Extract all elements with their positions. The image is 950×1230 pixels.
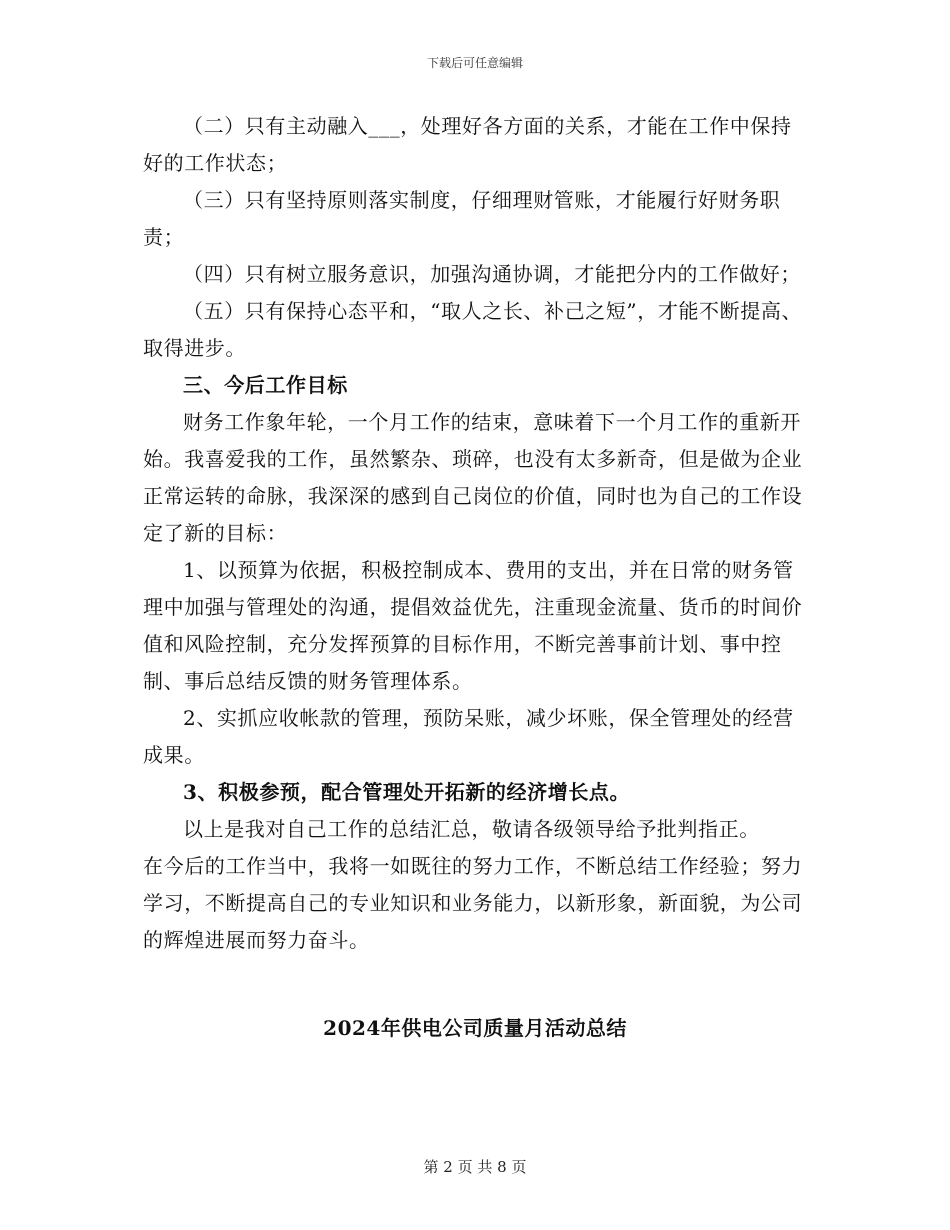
paragraph-item-4: （四）只有树立服务意识，加强沟通协调，才能把分内的工作做好；	[183, 262, 801, 286]
section-heading: 三、今后工作目标	[183, 373, 348, 397]
goal-item-3: 3、积极参预，配合管理处开拓新的经济增长点。	[183, 780, 631, 804]
page-number: 第 2 页 共 8 页	[423, 1158, 527, 1176]
paragraph-intro: 财务工作象年轮，一个月工作的结束，意味着下一个月工作的重新开始。我喜爱我的工作，虽然繁杂、琐碎，也没有太多新奇，但是做为企业正常运转的命脉，我深深的感到自己岗位的价值，同时也为自己的工作设定了新的目标：	[143, 410, 803, 545]
goal-item-2: 2、实抓应收帐款的管理，预防呆账，减少坏账，保全管理处的经营成果。	[143, 706, 794, 767]
header-note: 下载后可任意编辑	[426, 56, 523, 70]
document-title: 2024年供电公司质量月活动总结	[323, 1016, 627, 1040]
paragraph-closing: 在今后的工作当中，我将一如既往的努力工作，不断总结工作经验；努力学习，不断提高自己的专业知识和业务能力，以新形象，新面貌，为公司的辉煌进展而努力奋斗。	[143, 854, 803, 952]
document-body	[143, 108, 808, 959]
paragraph-conclusion: 以上是我对自己工作的总结汇总，敬请各级领导给予批判指正。	[183, 817, 760, 841]
goal-item-1: 1、以预算为依据，积极控制成本、费用的支出，并在日常的财务管理中加强与管理处的沟通，提倡效益优先，注重现金流量、货币的时间价值和风险控制，充分发挥预算的目标作用，不断完善事前计划、事中控制、事后总结反馈的财务管理体系。	[143, 558, 803, 693]
paragraph-item-3: （三）只有坚持原则落实制度，仔细理财管账，才能履行好财务职责；	[143, 188, 781, 249]
paragraph-item-2: （二）只有主动融入___，处理好各方面的关系，才能在工作中保持好的工作状态；	[143, 114, 792, 175]
paragraph-item-5: （五）只有保持心态平和，“取人之长、补己之短”，才能不断提高、取得进步。	[143, 299, 803, 360]
